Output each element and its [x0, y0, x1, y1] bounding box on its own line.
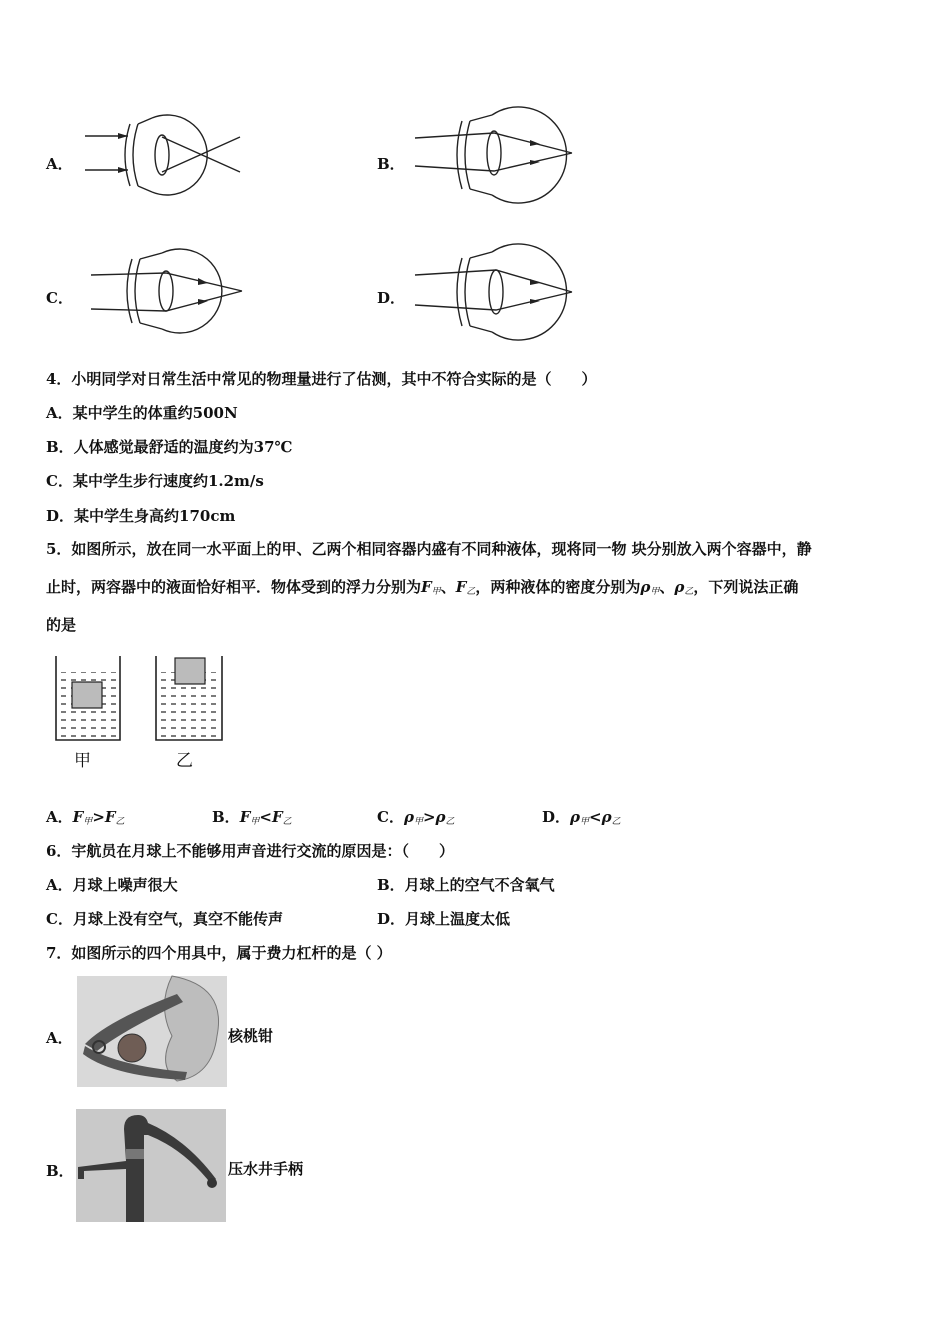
container-label-yi: 乙	[176, 751, 193, 771]
q5-option-c: C．$\rho_甲>\rho_乙$	[377, 808, 455, 827]
q5-option-a: A．$F_甲>F_乙$	[46, 808, 125, 827]
q7-option-b-label: B．	[46, 1162, 74, 1180]
q7-option-a-caption: 核桃钳	[228, 1027, 274, 1045]
q5-option-d: D．$\rho_甲<\rho_乙$	[542, 808, 621, 827]
q3-option-c-label: C．	[46, 289, 73, 307]
eye-diagram-a	[80, 110, 260, 200]
eye-diagram-d	[410, 240, 590, 340]
q4-option-d: D．某中学生身高约170cm	[46, 507, 236, 525]
q5-stem-line3: 的是	[46, 616, 77, 634]
q5-stem-line2: 止时，两容器中的液面恰好相平．物体受到的浮力分别为$F_甲$、$F_乙$，两种液体的密度分别为$\rho_甲$、$\rho_乙$，下列说法正确	[46, 578, 799, 597]
q6-option-c: C．月球上没有空气，真空不能传声	[46, 910, 283, 928]
eye-diagram-c	[88, 245, 268, 335]
q4-stem: 4．小明同学对日常生活中常见的物理量进行了估测，其中不符合实际的是（ ）	[46, 370, 597, 388]
q7-option-b-caption: 压水井手柄	[228, 1160, 304, 1178]
q5-stem-line1: 5．如图所示，放在同一水平面上的甲、乙两个相同容器内盛有不同种液体，现将同一物 块分别放入两个容器中，静	[46, 540, 812, 558]
q7-option-a-label: A．	[46, 1029, 73, 1047]
q6-stem: 6．宇航员在月球上不能够用声音进行交流的原因是：（ ）	[46, 842, 454, 860]
eye-diagram-b	[410, 103, 590, 203]
q3-option-a-label: A．	[46, 155, 73, 173]
q5-option-b: B．$F_甲<F_乙$	[212, 808, 292, 827]
q4-option-b: B．人体感觉最舒适的温度约为37℃	[46, 438, 293, 456]
q3-option-d-label: D．	[377, 289, 406, 307]
q4-option-c: C．某中学生步行速度约1.2m/s	[46, 472, 264, 490]
q6-option-d: D．月球上温度太低	[377, 910, 511, 928]
nutcracker-photo	[77, 976, 227, 1087]
q6-option-b: B．月球上的空气不含氧气	[377, 876, 555, 894]
q7-stem: 7．如图所示的四个用具中，属于费力杠杆的是（ ）	[46, 944, 392, 962]
q6-option-a: A．月球上噪声很大	[46, 876, 178, 894]
q3-option-b-label: B．	[377, 155, 405, 173]
container-label-jia: 甲	[74, 751, 91, 771]
q4-option-a: A．某中学生的体重约500N	[46, 404, 238, 422]
water-pump-photo	[76, 1109, 226, 1222]
